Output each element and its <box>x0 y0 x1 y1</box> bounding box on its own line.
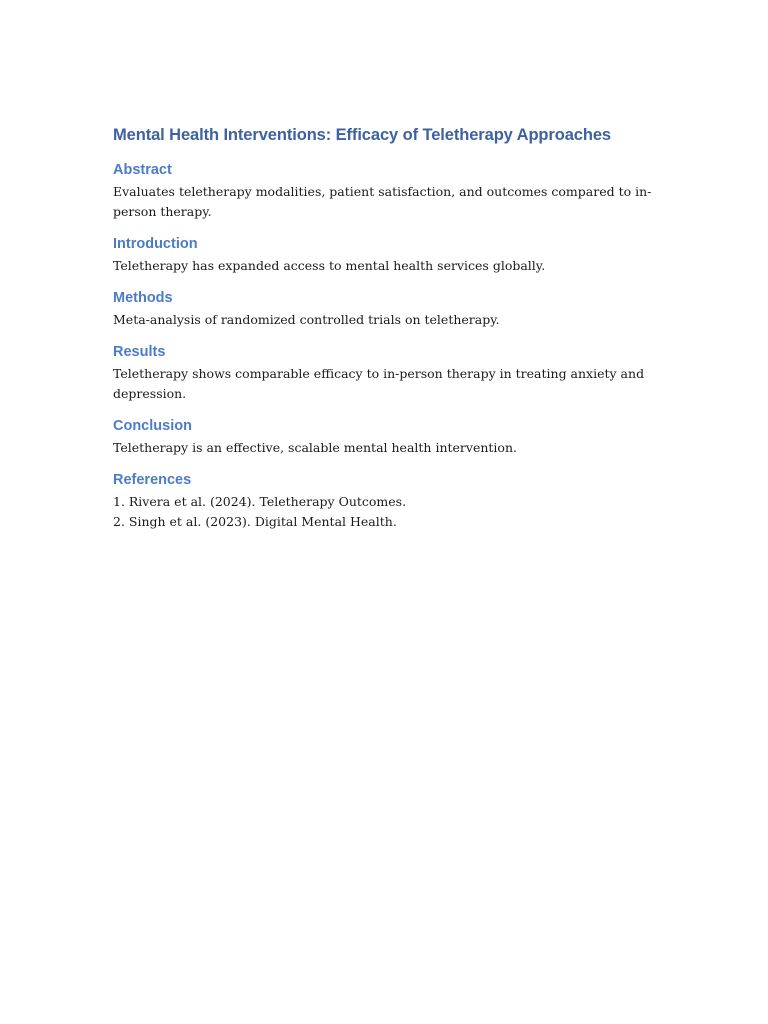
section-abstract <box>113 160 658 222</box>
section-heading-abstract: Abstract <box>113 162 172 178</box>
section-heading-references: References <box>113 472 192 488</box>
section-results <box>113 342 658 404</box>
section-heading-introduction: Introduction <box>113 236 198 252</box>
section-body-methods: Meta-analysis of randomized controlled trials on teletherapy. <box>113 312 500 327</box>
section-references <box>113 470 658 532</box>
reference-list <box>113 492 658 532</box>
reference-item: 1. Rivera et al. (2024). Teletherapy Outcomes. <box>113 494 407 509</box>
section-body-conclusion: Teletherapy is an effective, scalable mental health intervention. <box>113 440 517 455</box>
section-body-results: Teletherapy shows comparable efficacy to in-person therapy in treating anxiety and depression. <box>113 366 645 401</box>
section-body-abstract: Evaluates teletherapy modalities, patient satisfaction, and outcomes compared to in-person therapy. <box>113 184 652 219</box>
section-body-introduction: Teletherapy has expanded access to mental health services globally. <box>113 258 546 273</box>
section-heading-methods: Methods <box>113 290 173 306</box>
document-page <box>113 124 658 544</box>
section-conclusion <box>113 416 658 458</box>
section-heading-results: Results <box>113 344 166 360</box>
section-methods <box>113 288 658 330</box>
document-title: Mental Health Interventions: Efficacy of Teletherapy Approaches <box>113 126 611 144</box>
section-introduction <box>113 234 658 276</box>
reference-item: 2. Singh et al. (2023). Digital Mental Health. <box>113 514 397 529</box>
section-heading-conclusion: Conclusion <box>113 418 192 434</box>
